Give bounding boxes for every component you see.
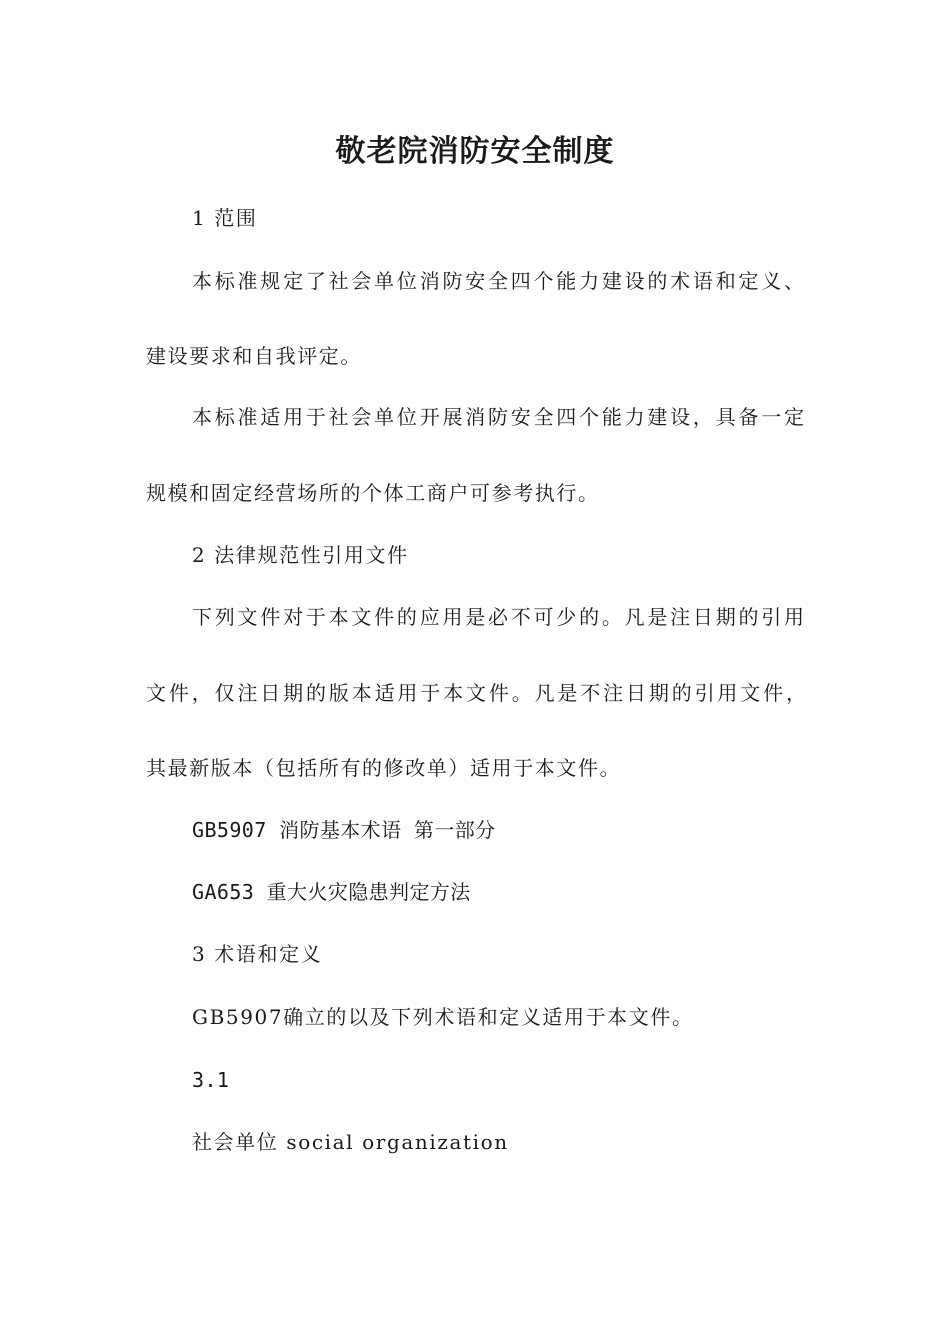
paragraph-line: 文件，仅注日期的版本适用于本文件。凡是不注日期的引用文件，: [146, 681, 806, 705]
paragraph-line: 规模和固定经营场所的个体工商户可参考执行。: [146, 481, 600, 505]
term-definition: 社会单位 social organization: [192, 1130, 509, 1154]
paragraph-line: GB5907确立的以及下列术语和定义适用于本文件。: [192, 1005, 694, 1029]
paragraph-line: 其最新版本（包括所有的修改单）适用于本文件。: [146, 756, 622, 780]
section-heading-references: 2 法律规范性引用文件: [192, 543, 409, 567]
paragraph-line: 本标准适用于社会单位开展消防安全四个能力建设，具备一定: [192, 405, 804, 429]
section-heading-scope: 1 范围: [192, 206, 258, 230]
reference-item: GA653 重大火灾隐患判定方法: [192, 880, 471, 904]
paragraph-line: 本标准规定了社会单位消防安全四个能力建设的术语和定义、: [192, 269, 804, 293]
document-title: 敬老院消防安全制度: [335, 134, 615, 169]
clause-number: 3.1: [192, 1068, 230, 1092]
paragraph-line: 建设要求和自我评定。: [146, 344, 362, 368]
paragraph-line: 下列文件对于本文件的应用是必不可少的。凡是注日期的引用: [192, 605, 804, 629]
section-heading-terms: 3 术语和定义: [192, 942, 323, 966]
reference-item: GB5907 消防基本术语 第一部分: [192, 818, 496, 842]
